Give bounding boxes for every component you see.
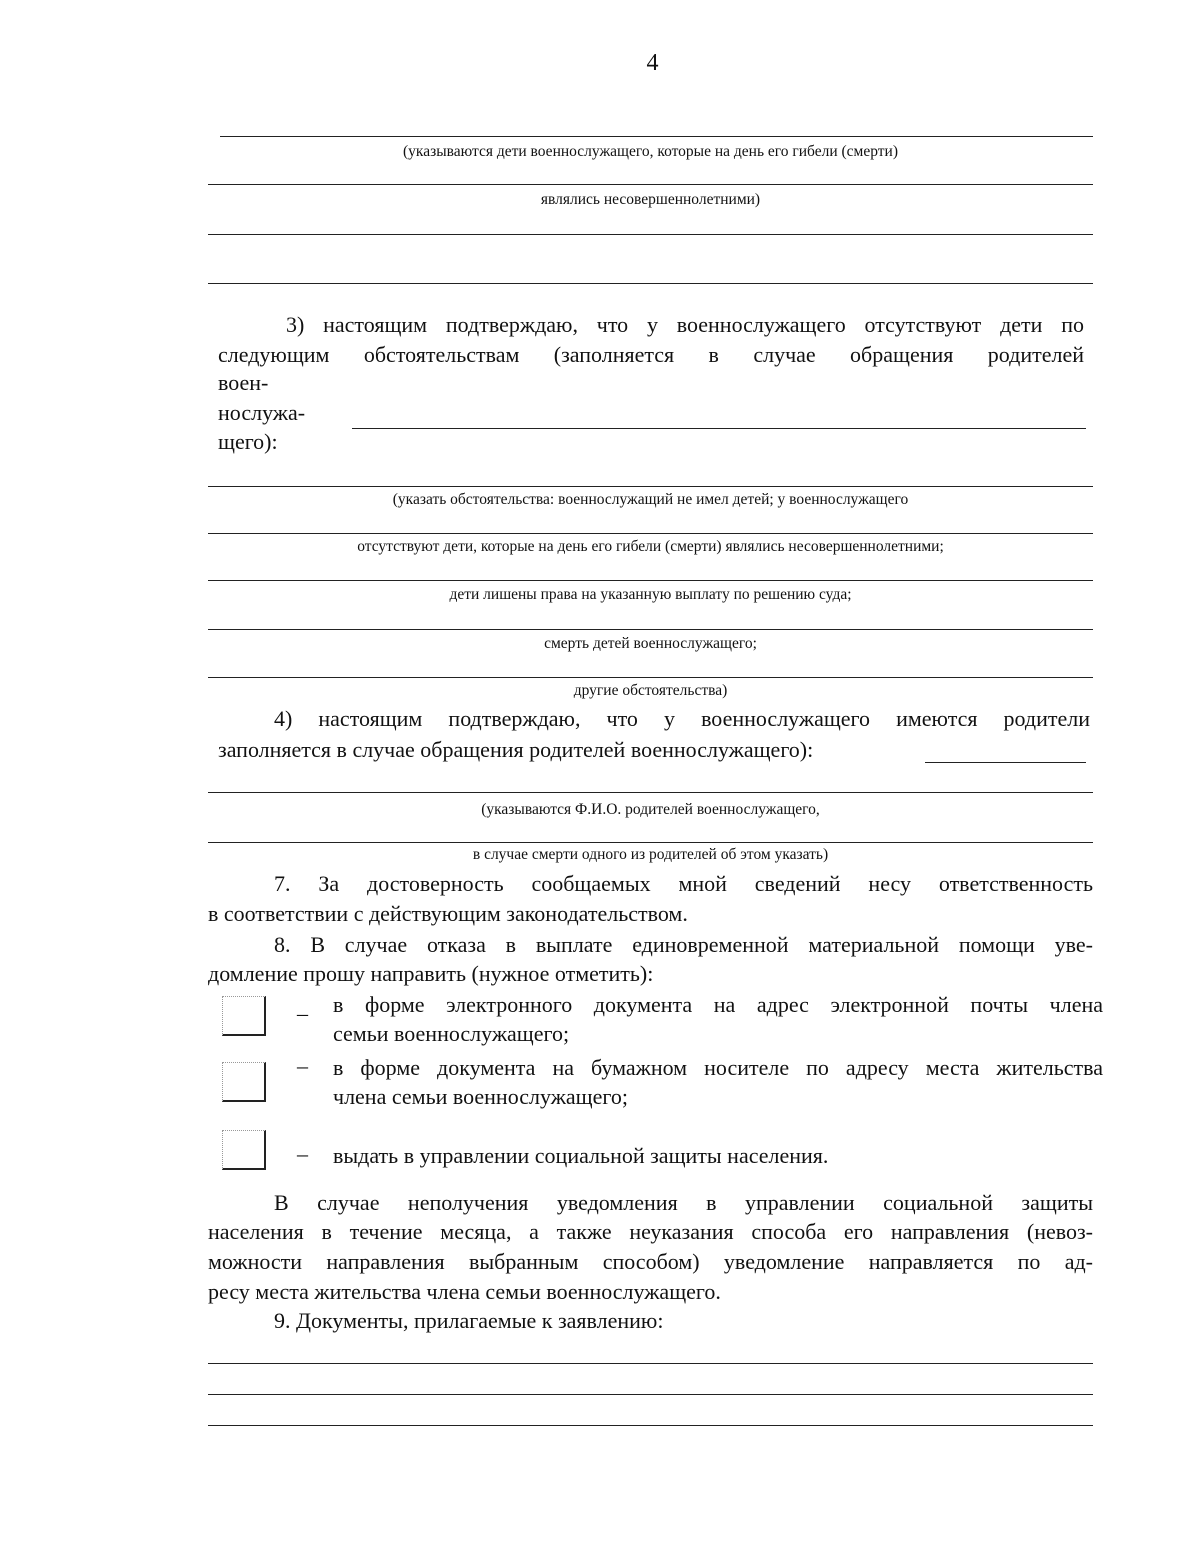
item7-line2: в соответствии с действующим законодательством.: [208, 901, 688, 926]
fill-line[interactable]: [208, 533, 1093, 534]
fill-line[interactable]: [208, 580, 1093, 581]
notice-line4: ресу места жительства члена семьи военнослужащего.: [208, 1279, 721, 1304]
fill-line[interactable]: [208, 234, 1093, 235]
option-paper-line1: в форме документа на бумажном носителе по адресу места жительства: [333, 1055, 1103, 1080]
option-electronic-line2: семьи военнослужащего;: [333, 1021, 570, 1046]
caption-circ-1: (указать обстоятельства: военнослужащий не имел детей; у военнослужащего: [392, 491, 909, 508]
item7-line1: 7. За достоверность сообщаемых мной сведений несу ответственность: [274, 871, 1093, 896]
fill-line[interactable]: [208, 486, 1093, 487]
caption-parents-1: (указываются Ф.И.О. родителей военнослужащего,: [481, 801, 820, 818]
item8-line2: домление прошу направить (нужное отметить):: [208, 961, 654, 986]
notice-line2: населения в течение месяца, а также неуказания способа его направления (невоз-: [208, 1219, 1093, 1244]
item8-line1: 8. В случае отказа в выплате единовременной материальной помощи уве-: [274, 932, 1093, 957]
item4-line2: заполняется в случае обращения родителей военнослужащего):: [218, 737, 814, 762]
fill-line[interactable]: [220, 136, 1093, 137]
option-paper-line2: члена семьи военнослужащего;: [333, 1084, 628, 1109]
item3-line2: следующим обстоятельствам (заполняется в случае обращения родителей: [218, 342, 1084, 367]
item3-line4: нослужа-: [218, 400, 306, 425]
option-electronic-line1: в форме электронного документа на адрес электронной почты члена: [333, 992, 1103, 1017]
fill-line[interactable]: [208, 1363, 1093, 1364]
fill-line[interactable]: [208, 792, 1093, 793]
item9-line1: 9. Документы, прилагаемые к заявлению:: [274, 1308, 664, 1333]
fill-line[interactable]: [208, 184, 1093, 185]
page-number: 4: [646, 50, 659, 76]
item4-line1: 4) настоящим подтверждаю, что у военнослужащего имеются родители: [274, 706, 1090, 731]
caption-circ-2: отсутствуют дети, которые на день его гибели (смерти) являлись несовершеннолетними;: [357, 538, 944, 555]
option-office-checkbox[interactable]: [222, 1130, 266, 1170]
fill-line[interactable]: [208, 677, 1093, 678]
fill-line[interactable]: [208, 283, 1093, 284]
caption-circ-4: смерть детей военнослужащего;: [544, 635, 757, 652]
option-paper-checkbox[interactable]: [222, 1062, 266, 1102]
caption-circ-5: другие обстоятельства): [573, 682, 728, 699]
item3-line5: щего):: [218, 429, 278, 454]
caption-children-1: (указываются дети военнослужащего, которые на день его гибели (смерти): [402, 143, 899, 160]
fill-line[interactable]: [208, 1394, 1093, 1395]
fill-line[interactable]: [208, 629, 1093, 630]
option-dash: _: [297, 993, 308, 1018]
fill-line[interactable]: [208, 1425, 1093, 1426]
fill-line[interactable]: [352, 428, 1086, 429]
fill-line[interactable]: [208, 842, 1093, 843]
option-dash: –: [297, 1053, 308, 1078]
notice-line3: можности направления выбранным способом) уведомление направляется по ад-: [208, 1249, 1093, 1274]
notice-line1: В случае неполучения уведомления в управлении социальной защиты: [274, 1190, 1093, 1215]
fill-line[interactable]: [925, 762, 1086, 763]
item3-line3: воен-: [218, 370, 269, 395]
item3-line1: 3) настоящим подтверждаю, что у военнослужащего отсутствуют дети по: [286, 312, 1084, 337]
caption-circ-3: дети лишены права на указанную выплату по решению суда;: [449, 586, 852, 603]
caption-parents-2: в случае смерти одного из родителей об этом указать): [472, 846, 829, 863]
option-electronic-checkbox[interactable]: [222, 996, 266, 1036]
caption-children-2: являлись несовершеннолетними): [540, 191, 761, 208]
option-office-line1: выдать в управлении социальной защиты населения.: [333, 1143, 829, 1168]
option-dash: –: [297, 1141, 308, 1166]
